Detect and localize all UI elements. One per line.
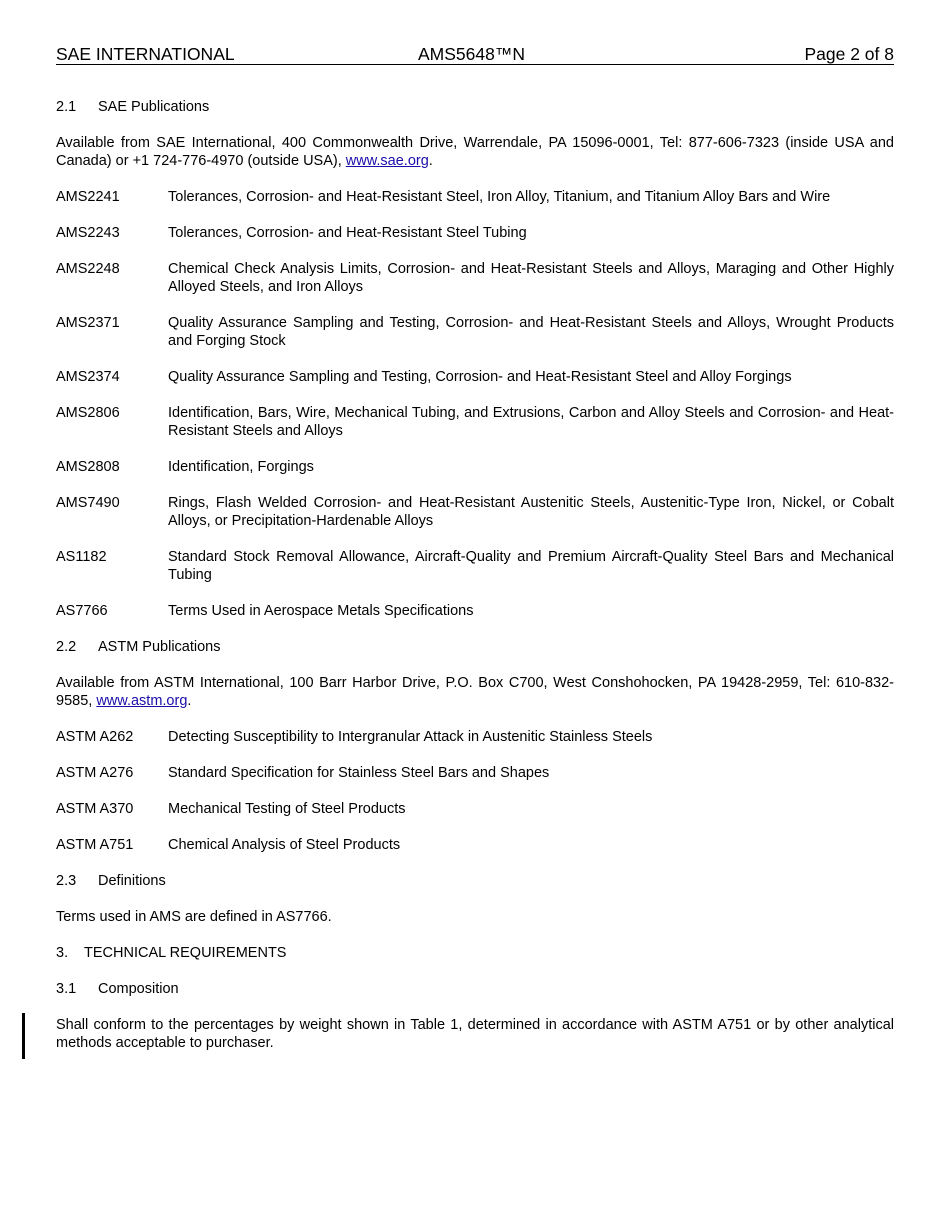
section-title: SAE Publications bbox=[98, 99, 210, 115]
header-doc-id: AMS5648™N bbox=[418, 44, 525, 64]
reference-title: Quality Assurance Sampling and Testing, Corrosion- and Heat-Resistant Steels and Alloys, Wrought Products and Forging Stock bbox=[168, 315, 894, 349]
section-number: 2.1 bbox=[56, 99, 77, 115]
reference-code: AMS2241 bbox=[56, 189, 120, 205]
section-heading-astm bbox=[56, 638, 894, 656]
section-number: 3.1 bbox=[56, 981, 77, 997]
section-heading-composition bbox=[56, 980, 894, 998]
reference-title: Terms Used in Aerospace Metals Specifications bbox=[168, 603, 474, 619]
reference-item bbox=[56, 458, 894, 476]
reference-item bbox=[56, 188, 894, 206]
reference-code: AS1182 bbox=[56, 549, 107, 565]
reference-code: AMS7490 bbox=[56, 495, 120, 511]
section-number: 2.2 bbox=[56, 639, 77, 655]
reference-title: Rings, Flash Welded Corrosion- and Heat-Resistant Austenitic Steels, Austenitic-Type Iron, Nickel, or Cobalt Alloys, or Precipitation-Hardenable Alloys bbox=[168, 495, 894, 529]
reference-title: Standard Specification for Stainless Steel Bars and Shapes bbox=[168, 765, 550, 781]
reference-code: AMS2806 bbox=[56, 405, 120, 421]
reference-code: ASTM A262 bbox=[56, 729, 134, 745]
reference-title: Mechanical Testing of Steel Products bbox=[168, 801, 406, 817]
reference-item bbox=[56, 260, 894, 296]
availability-text: Available from ASTM International, 100 Barr Harbor Drive, P.O. Box C700, West Conshohocken, PA 19428-2959, Tel: 610-832-9585, bbox=[56, 675, 894, 709]
header-org: SAE INTERNATIONAL bbox=[56, 44, 235, 64]
section-number: 3. bbox=[56, 945, 69, 961]
reference-item bbox=[56, 764, 894, 782]
reference-code: AS7766 bbox=[56, 603, 108, 619]
reference-item bbox=[56, 728, 894, 746]
reference-item bbox=[56, 368, 894, 386]
composition-text: Shall conform to the percentages by weight shown in Table 1, determined in accordance with ASTM A751 or by other analytical methods acceptable to purchaser. bbox=[56, 1017, 894, 1051]
reference-code: AMS2808 bbox=[56, 459, 120, 475]
astm-availability bbox=[56, 674, 894, 710]
reference-title: Tolerances, Corrosion- and Heat-Resistant Steel, Iron Alloy, Titanium, and Titanium Alloy Bars and Wire bbox=[168, 189, 831, 205]
section-heading-definitions bbox=[56, 872, 894, 890]
reference-title: Tolerances, Corrosion- and Heat-Resistant Steel Tubing bbox=[168, 225, 527, 241]
reference-title: Detecting Susceptibility to Intergranular Attack in Austenitic Stainless Steels bbox=[168, 729, 653, 745]
section-number: 2.3 bbox=[56, 873, 77, 889]
reference-item bbox=[56, 494, 894, 530]
reference-code: ASTM A370 bbox=[56, 801, 134, 817]
definitions-text: Terms used in AMS are defined in AS7766. bbox=[56, 909, 332, 925]
sae-reference-list bbox=[56, 188, 894, 620]
section-title: TECHNICAL REQUIREMENTS bbox=[84, 945, 287, 961]
reference-item bbox=[56, 602, 894, 620]
reference-code: AMS2374 bbox=[56, 369, 120, 385]
reference-code: ASTM A276 bbox=[56, 765, 134, 781]
reference-title: Chemical Check Analysis Limits, Corrosion- and Heat-Resistant Steels and Alloys, Maraging and Other Highly Alloyed Steels, and Iron Alloys bbox=[168, 261, 894, 295]
page-header bbox=[56, 44, 894, 65]
reference-item bbox=[56, 800, 894, 818]
reference-code: ASTM A751 bbox=[56, 837, 134, 853]
reference-item bbox=[56, 314, 894, 350]
reference-item bbox=[56, 548, 894, 584]
revision-change-bar bbox=[22, 1013, 25, 1059]
reference-code: AMS2371 bbox=[56, 315, 120, 331]
astm-reference-list bbox=[56, 728, 894, 854]
reference-title: Identification, Bars, Wire, Mechanical Tubing, and Extrusions, Carbon and Alloy Steels and Corrosion- and Heat-Resistant Steels and Alloys bbox=[168, 405, 894, 439]
astm-website-link[interactable]: www.astm.org bbox=[96, 693, 188, 709]
reference-title: Quality Assurance Sampling and Testing, Corrosion- and Heat-Resistant Steel and Alloy Forgings bbox=[168, 369, 792, 385]
section-heading-technical bbox=[56, 944, 894, 962]
sae-website-link[interactable]: www.sae.org bbox=[345, 153, 429, 169]
section-title: Composition bbox=[98, 981, 179, 997]
section-title: ASTM Publications bbox=[98, 639, 221, 655]
reference-item bbox=[56, 404, 894, 440]
reference-item bbox=[56, 836, 894, 854]
section-title: Definitions bbox=[98, 873, 166, 889]
period: . bbox=[187, 693, 192, 709]
header-page-number: Page 2 of 8 bbox=[804, 44, 894, 64]
reference-title: Identification, Forgings bbox=[168, 459, 314, 475]
section-heading-sae bbox=[56, 98, 894, 116]
reference-item bbox=[56, 224, 894, 242]
document-body bbox=[56, 98, 894, 1070]
reference-title: Chemical Analysis of Steel Products bbox=[168, 837, 401, 853]
period: . bbox=[428, 153, 433, 169]
reference-code: AMS2243 bbox=[56, 225, 120, 241]
reference-title: Standard Stock Removal Allowance, Aircraft-Quality and Premium Aircraft-Quality Steel Bars and Mechanical Tubing bbox=[168, 549, 894, 583]
sae-availability bbox=[56, 134, 894, 170]
reference-code: AMS2248 bbox=[56, 261, 120, 277]
availability-text: Available from SAE International, 400 Commonwealth Drive, Warrendale, PA 15096-0001, Tel: 877-606-7323 (inside USA and Canada) or +1 724-776-4970 (outside USA), bbox=[56, 135, 894, 169]
